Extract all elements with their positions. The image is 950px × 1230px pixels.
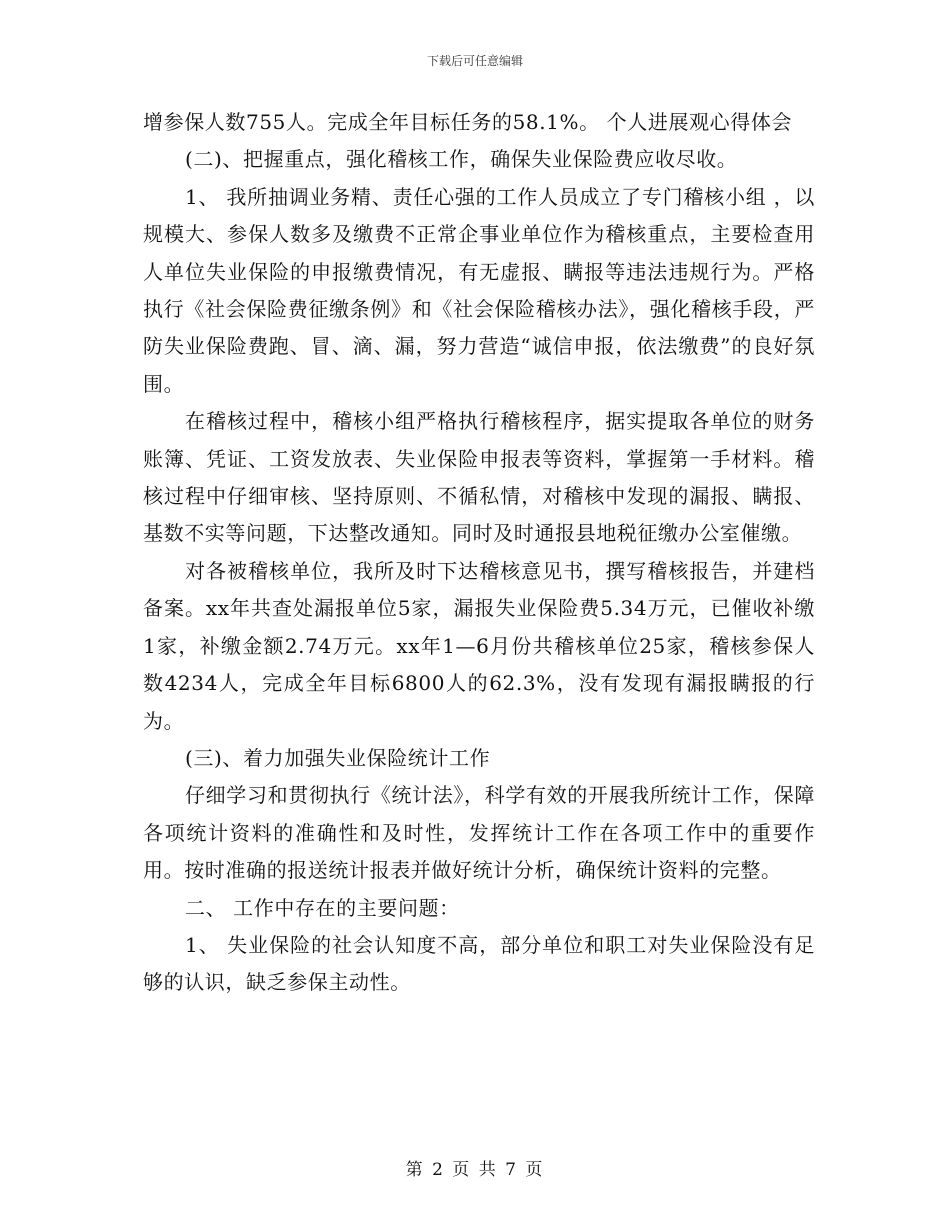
paragraph: 在稽核过程中，稽核小组严格执行稽核程序，据实提取各单位的财务账簿、凭证、工资发放表、失业保险申报表等资料，掌握第一手材料。稽核过程中仔细审核、坚持原则、不循私情，对稽核中发现的漏报、瞒报、基数不实等问题，下达整改通知。同时及时通报县地税征缴办公室催缴。 xyxy=(143,409,815,546)
section-heading: (二)、把握重点，强化稽核工作，确保失业保险费应收尽收。 xyxy=(185,147,738,172)
document-body xyxy=(143,104,815,1002)
section-heading: 二、 工作中存在的主要问题： xyxy=(185,895,460,920)
page-number: 第 2 页 共 7 页 xyxy=(405,1160,545,1180)
paragraph: 增参保人数755人。完成全年目标任务的58.1%。 个人进展观心得体会 xyxy=(143,110,793,134)
paragraph: 对各被稽核单位，我所及时下达稽核意见书，撰写稽核报告，并建档备案。xx年共查处漏报单位5家，漏报失业保险费5.34万元，已催收补缴1家，补缴金额2.74万元。xx年1—6月份共稽核单位25家，稽核参保人数4234人，完成全年目标6800人的62.3%，没有发现有漏报瞒报的行为。 xyxy=(143,558,815,733)
page-header: 下载后可任意编辑 xyxy=(426,54,523,68)
paragraph: 1、 失业保险的社会认知度不高，部分单位和职工对失业保险没有足够的认识，缺乏参保主动性。 xyxy=(143,932,815,995)
paragraph: 仔细学习和贯彻执行《统计法》，科学有效的开展我所统计工作，保障各项统计资料的准确性和及时性，发挥统计工作在各项工作中的重要作用。按时准确的报送统计报表并做好统计分析，确保统计资料的完整。 xyxy=(143,783,815,883)
section-heading: (三)、着力加强失业保险统计工作 xyxy=(185,745,491,770)
paragraph: 1、 我所抽调业务精、责任心强的工作人员成立了专门稽核小组 ，以规模大、参保人数多及缴费不正常企事业单位作为稽核重点，主要检查用人单位失业保险的申报缴费情况，有无虚报、瞒报等违法违规行为。严格执行《社会保险费征缴条例》和《社会保险稽核办法》，强化稽核手段，严防失业保险费跑、冒、滴、漏，努力营造“诚信申报，依法缴费”的良好氛围。 xyxy=(143,184,815,396)
